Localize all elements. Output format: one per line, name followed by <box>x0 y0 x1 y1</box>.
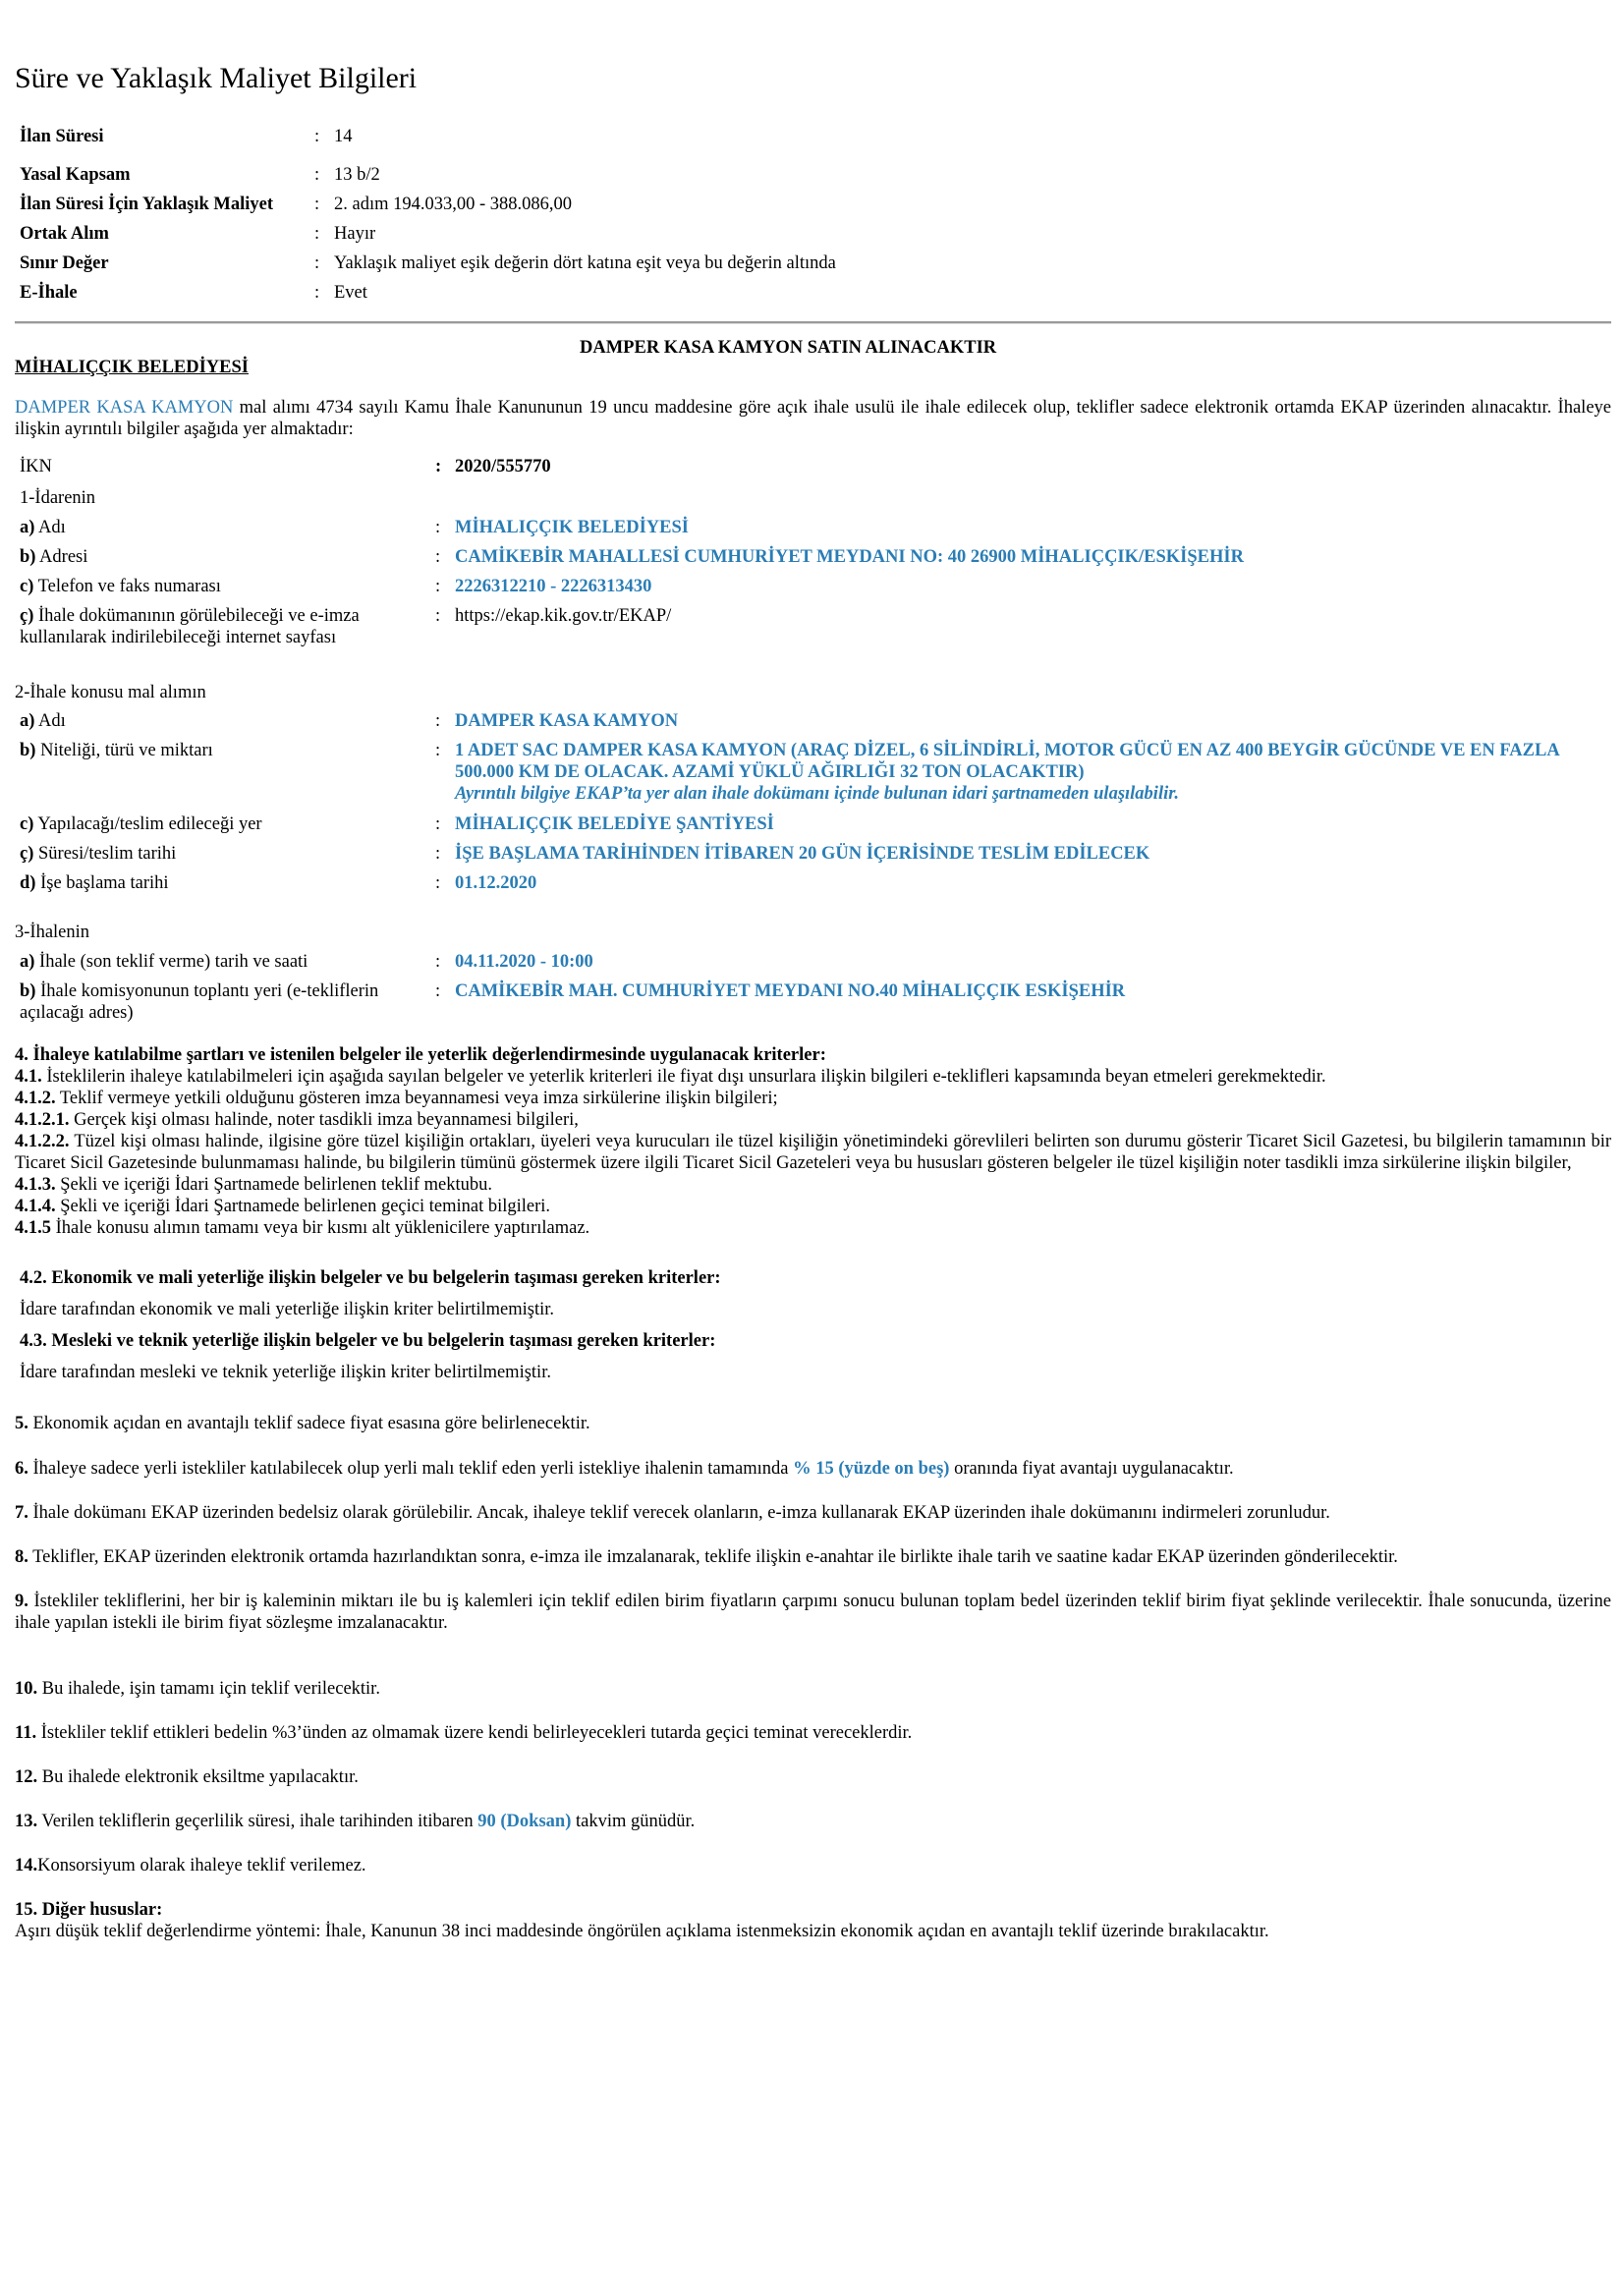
colon: : <box>314 224 320 244</box>
summary-label: İlan Süresi İçin Yaklaşık Maliyet <box>20 195 274 214</box>
clause-11 <box>15 1722 1611 1744</box>
clause-text: Verilen tekliflerin geçerlilik süresi, ihale tarihinden itibaren <box>37 1812 478 1831</box>
divider <box>15 321 1611 324</box>
section-title: 1-İdarenin <box>20 488 96 508</box>
criteria-text: Teklif vermeye yetkili olduğunu gösteren imza beyannamesi veya imza sirkülerine ilişkin bilgileri; <box>55 1089 778 1108</box>
field-key: ç) <box>20 844 34 864</box>
item-description: 1 ADET SAC DAMPER KASA KAMYON (ARAÇ DİZEL, 6 SİLİNDİRLİ, MOTOR GÜCÜ EN AZ 400 BEYGİR GÜCÜNDE VE EN FAZLA 500.000 KM DE OLACAK. AZAMİ YÜKLÜ AĞIRLIĞI 32 TON OLACAKTIR) <box>455 741 1559 782</box>
summary-value: Evet <box>334 283 367 303</box>
clause-num: 12. <box>15 1767 38 1787</box>
criteria-item <box>15 1066 1611 1088</box>
clause-10 <box>15 1678 1611 1700</box>
technical-criteria-heading: 4.3. Mesleki ve teknik yeterliğe ilişkin belgeler ve bu belgelerin taşıması gereken kriterler: <box>20 1331 716 1351</box>
criteria-item <box>15 1131 1611 1174</box>
colon: : <box>314 127 320 146</box>
field-key: d) <box>20 873 36 893</box>
validity-period: 90 (Doksan) <box>477 1812 572 1831</box>
field-label: Telefon ve faks numarası <box>33 577 221 596</box>
clause-text: İstekliler teklif ettikleri bedelin %3’ünden az olmamak üzere kendi belirleyecekleri tutarda geçici teminat vereceklerdir. <box>36 1723 913 1743</box>
clause-text: İhale dokümanı EKAP üzerinden bedelsiz olarak görülebilir. Ancak, ihaleye teklif verecek olanların, e-imza kullanarak EKAP üzerinden ihale dokümanını indirmeleri zorunludur. <box>28 1503 1330 1523</box>
clause-5 <box>15 1413 1611 1434</box>
field-value: CAMİKEBİR MAH. CUMHURİYET MEYDANI NO.40 MİHALIÇÇIK ESKİŞEHİR <box>455 981 1126 1001</box>
field-value: MİHALIÇÇIK BELEDİYESİ <box>455 518 689 537</box>
field-label: İhale komisyonunun toplantı yeri (e-tekliflerin açılacağı adres) <box>20 981 379 1023</box>
colon: : <box>435 814 441 834</box>
criteria-text: İhale konusu alımın tamamı veya bir kısmı alt yüklenicilere yaptırılamaz. <box>51 1218 590 1238</box>
criteria-num: 4.1.2.1. <box>15 1110 70 1130</box>
summary-value: 14 <box>334 127 353 146</box>
colon: : <box>314 195 320 214</box>
clause-14 <box>15 1855 1611 1876</box>
clause-text: Bu ihalede, işin tamamı için teklif verilecektir. <box>37 1679 380 1699</box>
criteria-num: 4.1.2.2. <box>15 1132 70 1151</box>
colon: : <box>435 873 441 893</box>
criteria-text: İsteklilerin ihaleye katılabilmeleri için aşağıda sayılan belgeler ve yeterlik kriterleri ile fiyat dışı unsurlara ilişkin bilgileri e-teklifleri kapsamında beyan etmeleri gerekmektedir. <box>41 1067 1326 1087</box>
item-note: Ayrıntılı bilgiye EKAP’ta yer alan ihale dokümanı içinde bulunan idari şartnameden ulaşılabilir. <box>455 784 1180 804</box>
criteria-text: Şekli ve içeriği İdari Şartnamede belirlenen geçici teminat bilgileri. <box>55 1197 551 1216</box>
field-label: Adresi <box>35 547 88 567</box>
technical-criteria-text: İdare tarafından mesleki ve teknik yeterliğe ilişkin kriter belirtilmemiştir. <box>20 1363 551 1382</box>
field-label: İşe başlama tarihi <box>35 873 169 893</box>
intro-item: DAMPER KASA KAMYON <box>15 398 234 418</box>
colon: : <box>435 518 441 537</box>
clause-num: 6. <box>15 1459 28 1479</box>
summary-label: Yasal Kapsam <box>20 165 131 185</box>
clause-7 <box>15 1502 1611 1524</box>
field-label: Yapılacağı/teslim edileceği yer <box>33 814 262 834</box>
field-value: CAMİKEBİR MAHALLESİ CUMHURİYET MEYDANI NO: 40 26900 MİHALIÇÇIK/ESKİŞEHİR <box>455 547 1244 567</box>
clause-num: 10. <box>15 1679 38 1699</box>
criteria-num: 4.1.2. <box>15 1089 56 1108</box>
intro-paragraph <box>15 397 1611 440</box>
field-value: 01.12.2020 <box>455 873 537 893</box>
clause-text: oranında fiyat avantajı uygulanacaktır. <box>949 1459 1234 1479</box>
clause-text: İstekliler tekliflerini, her bir iş kaleminin miktarı ile bu iş kalemleri için teklif edilen birim fiyatların çarpımı sonucu bulunan toplam bedel üzerinden teklif birim fiyat şeklinde verilecektir. İhale sonucunda, üzerine ihale yapılan istekli ile birim fiyat sözleşme imzalanacaktır. <box>15 1592 1611 1633</box>
section-title: 2-İhale konusu mal alımın <box>15 683 206 702</box>
clause-13 <box>15 1811 1611 1832</box>
criteria-item <box>15 1196 1611 1217</box>
field-key: c) <box>20 577 34 596</box>
field-label: Niteliği, türü ve miktarı <box>35 741 213 760</box>
clause-text: Konsorsiyum olarak ihaleye teklif verilemez. <box>37 1856 366 1875</box>
criteria-num: 4.1.5 <box>15 1218 51 1238</box>
clause-num: 7. <box>15 1503 28 1523</box>
field-label: Adı <box>34 711 66 731</box>
field-key: ç) <box>20 606 34 626</box>
summary-label: Ortak Alım <box>20 224 109 244</box>
price-advantage: % 15 (yüzde on beş) <box>793 1459 950 1479</box>
criteria-num: 4.1.3. <box>15 1175 56 1195</box>
summary-label: Sınır Değer <box>20 253 109 273</box>
clause-8 <box>15 1546 1611 1568</box>
ikn-value: 2020/555770 <box>455 457 551 476</box>
clause-num: 5. <box>15 1414 28 1433</box>
criteria-heading: 4. İhaleye katılabilme şartları ve istenilen belgeler ile yeterlik değerlendirmesinde uygulanacak kriterler: <box>15 1045 826 1065</box>
field-key: b) <box>20 981 36 1001</box>
criteria-item <box>15 1174 1611 1196</box>
colon: : <box>435 952 441 972</box>
colon: : <box>314 283 320 303</box>
clause-text: İhaleye sadece yerli istekliler katılabilecek olup yerli malı teklif eden yerli istekliye ihalenin tamamında <box>28 1459 794 1479</box>
clause-text: Ekonomik açıdan en avantajlı teklif sadece fiyat esasına göre belirlenecektir. <box>28 1414 590 1433</box>
colon: : <box>435 547 441 567</box>
criteria-block <box>15 1044 1611 1239</box>
criteria-num: 4.1. <box>15 1067 42 1087</box>
field-label: İhale (son teklif verme) tarih ve saati <box>34 952 308 972</box>
clause-15 <box>15 1899 1611 1942</box>
field-value: 04.11.2020 - 10:00 <box>455 952 593 972</box>
clause-text: Aşırı düşük teklif değerlendirme yöntemi: İhale, Kanunun 38 inci maddesinde öngörülen açıklama istenmeksizin ekonomik açıdan en avantajlı teklif üzerinde bırakılacaktır. <box>15 1922 1269 1941</box>
financial-criteria-heading: 4.2. Ekonomik ve mali yeterliğe ilişkin belgeler ve bu belgelerin taşıması gereken kriterler: <box>20 1268 721 1288</box>
clause-num: 8. <box>15 1547 28 1567</box>
clause-num: 9. <box>15 1592 28 1611</box>
colon: : <box>435 606 441 626</box>
clause-6 <box>15 1458 1611 1480</box>
colon: : <box>435 577 441 596</box>
colon: : <box>435 981 441 1001</box>
field-key: b) <box>20 547 36 567</box>
summary-label: E-İhale <box>20 283 78 303</box>
announcement-heading: DAMPER KASA KAMYON SATIN ALINACAKTIR <box>580 338 997 358</box>
field-key: a) <box>20 952 35 972</box>
summary-label: İlan Süresi <box>20 127 104 146</box>
summary-value: Yaklaşık maliyet eşik değerin dört katına eşit veya bu değerin altında <box>334 253 836 273</box>
colon: : <box>435 844 441 864</box>
colon: : <box>435 741 441 760</box>
clause-num: 11. <box>15 1723 37 1743</box>
criteria-text: Gerçek kişi olması halinde, noter tasdikli imza beyannamesi bilgileri, <box>69 1110 579 1130</box>
summary-value: 2. adım 194.033,00 - 388.086,00 <box>334 195 573 214</box>
clause-num: 13. <box>15 1812 38 1831</box>
colon: : <box>314 253 320 273</box>
financial-criteria-text: İdare tarafından ekonomik ve mali yeterliğe ilişkin kriter belirtilmemiştir. <box>20 1300 555 1319</box>
criteria-text: Şekli ve içeriği İdari Şartnamede belirlenen teklif mektubu. <box>55 1175 492 1195</box>
ikn-label: İKN <box>20 457 52 476</box>
field-key: a) <box>20 711 35 731</box>
intro-text: mal alımı 4734 sayılı Kamu İhale Kanununun 19 uncu maddesine göre açık ihale usulü ile ihale edilecek olup, teklifler sadece elektronik ortamda EKAP üzerinden alınacaktır. İhaleye ilişkin ayrıntılı bilgiler aşağıda yer almaktadır: <box>15 398 1611 439</box>
criteria-item <box>15 1217 1611 1239</box>
field-value <box>455 740 1611 805</box>
field-label: İhale dokümanının görülebileceği ve e-imza kullanılarak indirilebileceği internet sayfası <box>20 606 360 647</box>
clause-num: 14. <box>15 1856 38 1875</box>
authority-name: MİHALIÇÇIK BELEDİYESİ <box>15 358 249 377</box>
field-label: Süresi/teslim tarihi <box>33 844 177 864</box>
colon: : <box>435 711 441 731</box>
clause-text: takvim günüdür. <box>571 1812 696 1831</box>
criteria-item <box>15 1088 1611 1109</box>
clause-num: 15. Diğer hususlar: <box>15 1900 163 1920</box>
field-key: b) <box>20 741 36 760</box>
colon: : <box>435 457 442 476</box>
colon: : <box>314 165 320 185</box>
field-value: İŞE BAŞLAMA TARİHİNDEN İTİBAREN 20 GÜN İÇERİSİNDE TESLİM EDİLECEK <box>455 844 1150 864</box>
summary-value: Hayır <box>334 224 376 244</box>
clause-9 <box>15 1591 1611 1634</box>
clause-12 <box>15 1766 1611 1788</box>
section-title: 3-İhalenin <box>15 923 90 942</box>
field-value: MİHALIÇÇIK BELEDİYE ŞANTİYESİ <box>455 814 774 834</box>
clause-text: Bu ihalede elektronik eksiltme yapılacaktır. <box>37 1767 359 1787</box>
field-key: c) <box>20 814 34 834</box>
summary-value: 13 b/2 <box>334 165 380 185</box>
field-value: 2226312210 - 2226313430 <box>455 577 652 596</box>
criteria-num: 4.1.4. <box>15 1197 56 1216</box>
criteria-text: Tüzel kişi olması halinde, ilgisine göre tüzel kişiliğin ortakları, üyeleri veya kurucuları ile tüzel kişiliğin yönetimindeki görevlileri belirten son durumu gösterir Ticaret Sicil Gazetesi, bu bilgilerin tamamının bir Ticaret Sicil Gazetesinde bulunmaması halinde, bu bilgilerin tümünü göstermek üzere ilgili Ticaret Sicil Gazeteleri veya bu hususları gösteren belgeler ile tüzel kişiliğin noter tasdikli imza sirkülerine ilişkin bilgiler, <box>15 1132 1611 1173</box>
field-value: DAMPER KASA KAMYON <box>455 711 679 731</box>
criteria-item <box>15 1109 1611 1131</box>
field-key: a) <box>20 518 35 537</box>
page-title: Süre ve Yaklaşık Maliyet Bilgileri <box>15 62 418 94</box>
document-url[interactable]: https://ekap.kik.gov.tr/EKAP/ <box>455 606 672 626</box>
clause-text: Teklifler, EKAP üzerinden elektronik ortamda hazırlandıktan sonra, e-imza ile imzalanarak, teklife ilişkin e-anahtar ile birlikte ihale tarih ve saatine kadar EKAP üzerinden gönderilecektir. <box>28 1547 1398 1567</box>
field-label: Adı <box>34 518 66 537</box>
